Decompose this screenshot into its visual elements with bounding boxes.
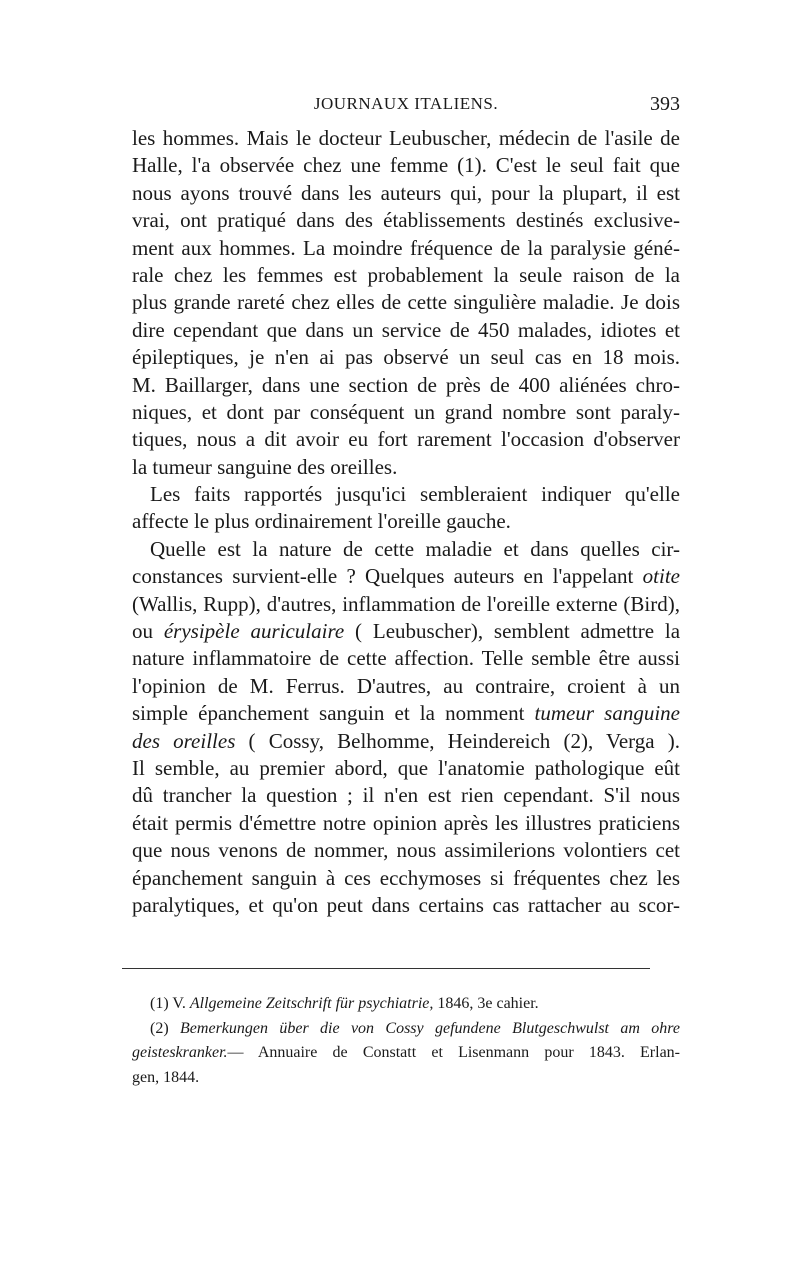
text-line: dire cependant que dans un service de 450 malades, idiotes et <box>132 317 680 342</box>
footnote-2-line-3: gen, 1844. <box>132 1068 200 1086</box>
page-number: 393 <box>650 93 680 115</box>
footnote-2-line-2 <box>132 1041 680 1066</box>
text-fragment: ou <box>132 619 164 644</box>
text-line: était permis d'émettre notre opinion après les illustres praticiens <box>132 810 680 835</box>
text-line: Les faits rapportés jusqu'ici sembleraient indiquer qu'elle <box>150 482 680 507</box>
italic-term: otite <box>642 564 680 589</box>
italic-term: érysipèle auriculaire <box>163 619 345 644</box>
footnote-1 <box>132 992 680 1017</box>
text-line: paralytiques, et qu'on peut dans certains cas rattacher au scor- <box>132 892 680 917</box>
text-line: épanchement sanguin à ces ecchymoses si fréquentes chez les <box>132 865 680 890</box>
text-line: affecte le plus ordinairement l'oreille gauche. <box>132 509 511 534</box>
footnote-marker: (2) <box>150 1019 181 1037</box>
footnote-marker: (1) V. <box>150 995 190 1012</box>
italic-term: des oreilles <box>132 728 236 753</box>
text-line <box>132 563 680 590</box>
footnote-text: 1846, 3e cahier. <box>433 995 539 1012</box>
text-line <box>132 618 680 645</box>
text-line: Quelle est la nature de cette maladie et dans quelles cir- <box>150 536 680 561</box>
text-fragment: simple épanchement sanguin et la nomment <box>132 701 535 726</box>
running-head <box>132 92 680 116</box>
text-line: nous ayons trouvé dans les auteurs qui, pour la plupart, il est <box>132 180 680 205</box>
text-line: M. Baillarger, dans une section de près de 400 aliénées chro- <box>132 372 680 397</box>
text-line: l'opinion de M. Ferrus. D'autres, au contraire, croient à un <box>132 673 680 698</box>
footnote-title: Allgemeine Zeitschrift für psychiatrie, <box>189 995 434 1012</box>
text-line <box>132 700 680 727</box>
text-line: rale chez les femmes est probablement la seule raison de la <box>132 262 680 287</box>
text-line: Halle, l'a observée chez une femme (1). C'est le seul fait que <box>132 153 680 178</box>
text-line: tiques, nous a dit avoir eu fort rarement l'occasion d'observer <box>132 427 680 452</box>
body-text <box>132 125 680 919</box>
text-fragment: constances survient-elle ? Quelques auteurs en l'appelant <box>132 564 643 589</box>
text-line: niques, et dont par conséquent un grand nombre sont paraly- <box>132 399 680 424</box>
footnote-rule <box>122 968 650 969</box>
text-fragment: ( Leubuscher), semblent admettre la <box>344 619 681 644</box>
text-fragment: ( Cossy, Belhomme, Heindereich (2), Verga ). <box>235 728 680 753</box>
running-title: JOURNAUX ITALIENS. <box>313 94 499 113</box>
text-line: la tumeur sanguine des oreilles. <box>132 454 398 479</box>
text-line: nature inflammatoire de cette affection. Telle semble être aussi <box>132 646 680 671</box>
text-line: vrai, ont pratiqué dans des établissements destinés exclusive- <box>132 208 680 233</box>
text-line <box>132 728 680 755</box>
text-line: épileptiques, je n'en ai pas observé un seul cas en 18 mois. <box>132 345 680 370</box>
footnote-title: Bemerkungen über die von Cossy gefundene Blutgeschwulst am ohre <box>180 1019 681 1037</box>
text-line: (Wallis, Rupp), d'autres, inflammation de l'oreille externe (Bird), <box>132 591 680 616</box>
text-line: plus grande rareté chez elles de cette singulière maladie. Je dois <box>132 290 680 315</box>
footnote-title: geisteskranker. <box>132 1044 228 1061</box>
italic-term: tumeur sanguine <box>534 701 681 726</box>
text-line: les hommes. Mais le docteur Leubuscher, médecin de l'asile de <box>132 126 680 150</box>
text-line: dû trancher la question ; il n'en est rien cependant. S'il nous <box>132 783 680 808</box>
footnotes <box>132 992 680 1090</box>
text-line: Il semble, au premier abord, que l'anatomie pathologique eût <box>132 755 680 780</box>
footnote-2-line-1 <box>132 1017 680 1042</box>
footnote-text: — Annuaire de Constatt et Lisenmann pour 1843. Erlan- <box>227 1044 680 1061</box>
text-line: que nous venons de nommer, nous assimilerions volontiers cet <box>132 838 680 863</box>
text-line: ment aux hommes. La moindre fréquence de la paralysie géné- <box>132 235 680 260</box>
